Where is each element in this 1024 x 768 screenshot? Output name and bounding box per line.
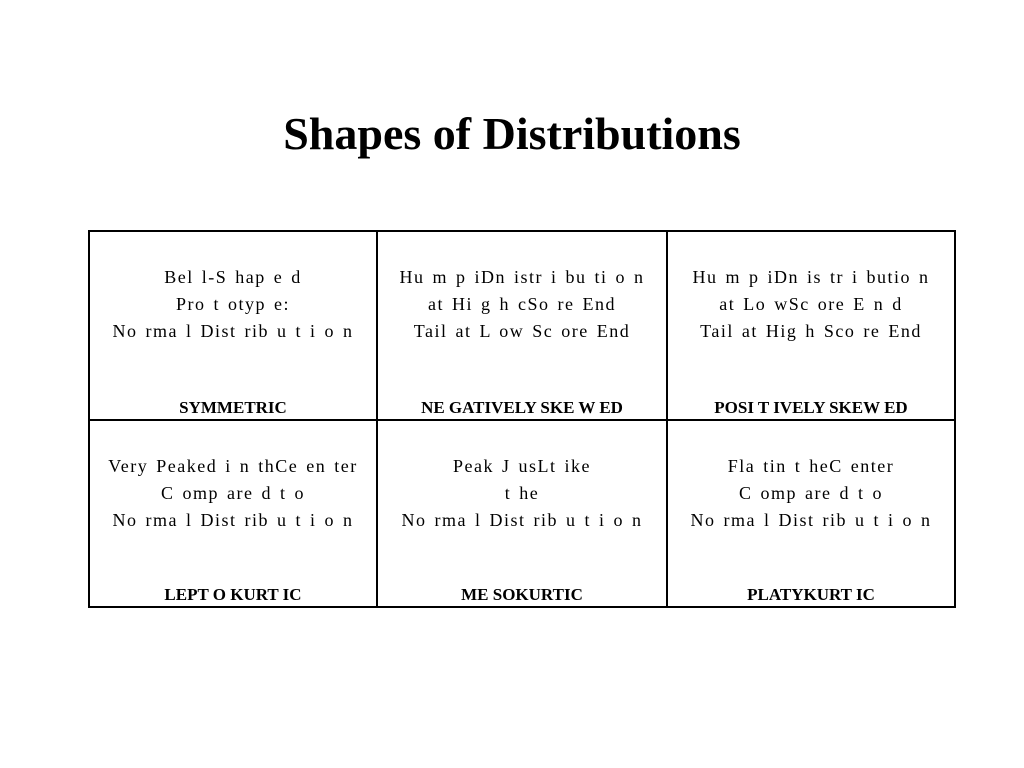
- description-line: t he: [504, 483, 540, 503]
- cell-description: [668, 453, 954, 534]
- description-line: No rma l Dist rib u t i o n: [690, 510, 932, 530]
- distribution-shapes-table: [88, 230, 956, 608]
- description-line: C omp are d t o: [739, 483, 883, 503]
- cell-description: [90, 453, 376, 534]
- cell-symmetric: [90, 232, 378, 421]
- description-line: Very Peaked i n thCe en ter: [108, 456, 358, 476]
- description-line: Tail at Hig h Sco re End: [700, 321, 922, 341]
- cell-description: [378, 264, 666, 345]
- cell-label: NE GATIVELY SKE W ED: [421, 398, 623, 417]
- cell-description: [378, 453, 666, 534]
- description-line: Pro t otyp e:: [176, 294, 290, 314]
- description-line: Hu m p iDn is tr i butio n: [692, 267, 930, 287]
- description-line: Tail at L ow Sc ore End: [413, 321, 631, 341]
- description-line: at Hi g h cSo re End: [428, 294, 616, 314]
- description-line: No rma l Dist rib u t i o n: [112, 510, 354, 530]
- cell-label: POSI T IVELY SKEW ED: [714, 398, 908, 417]
- cell-negatively-skewed: [378, 232, 668, 421]
- cell-description: [668, 264, 954, 345]
- cell-label: LEPT O KURT IC: [164, 585, 302, 604]
- description-line: No rma l Dist rib u t i o n: [112, 321, 354, 341]
- cell-positively-skewed: [668, 232, 954, 421]
- cell-label: PLATYKURT IC: [747, 585, 875, 604]
- cell-mesokurtic: [378, 421, 668, 606]
- description-line: at Lo wSc ore E n d: [719, 294, 903, 314]
- cell-label: ME SOKURTIC: [461, 585, 583, 604]
- description-line: C omp are d t o: [161, 483, 305, 503]
- cell-label: SYMMETRIC: [179, 398, 287, 417]
- cell-leptokurtic: [90, 421, 378, 606]
- cell-description: [90, 264, 376, 345]
- description-line: Hu m p iDn istr i bu ti o n: [399, 267, 645, 287]
- description-line: Fla tin t heC enter: [727, 456, 895, 476]
- description-line: Bel l-S hap e d: [164, 267, 302, 287]
- cell-platykurtic: [668, 421, 954, 606]
- slide-title: Shapes of Distributions: [283, 108, 741, 159]
- description-line: No rma l Dist rib u t i o n: [401, 510, 643, 530]
- description-line: Peak J usLt ike: [453, 456, 591, 476]
